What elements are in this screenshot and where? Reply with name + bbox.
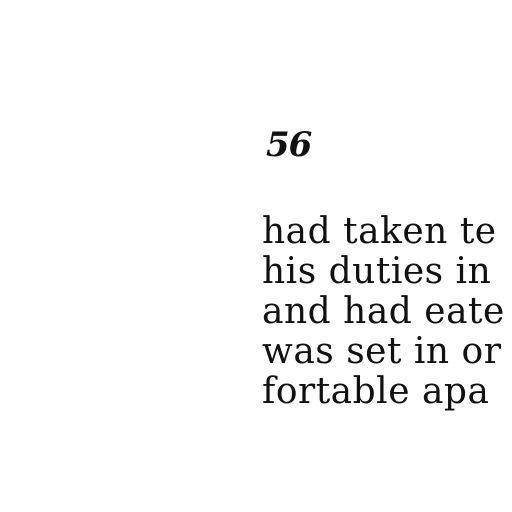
text-line: his duties in [262,251,492,292]
text-line: had taken te [262,212,497,252]
page-number: 56 [266,125,312,165]
text-line: was set in or [262,331,502,372]
text-line: and had eate [262,291,505,332]
body-text [262,212,512,412]
text-line: fortable apa [262,371,490,412]
